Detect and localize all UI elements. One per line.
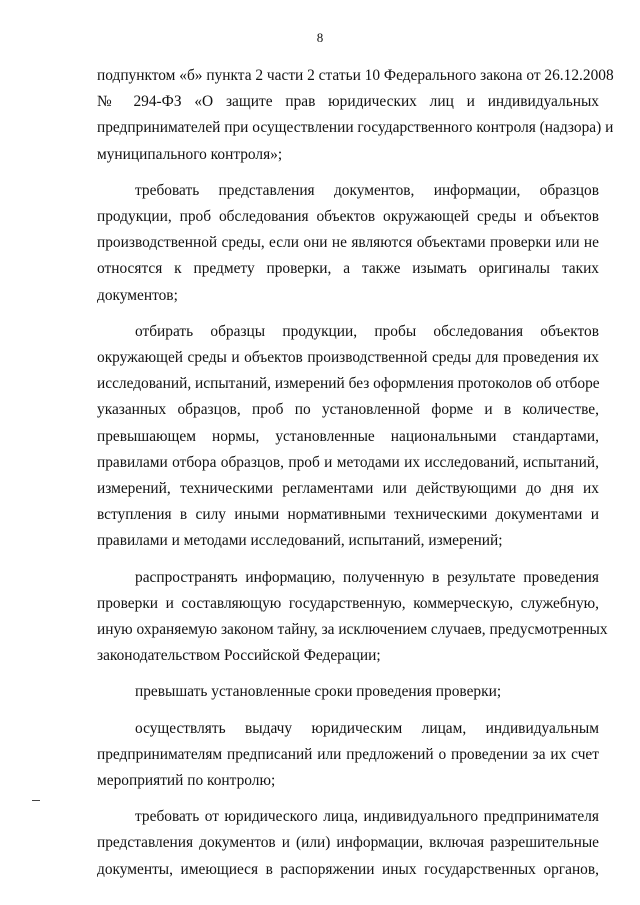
text-line: превышающем нормы, установленные национальными стандартами,: [97, 427, 599, 445]
margin-mark: [32, 800, 40, 801]
text-line: подпунктом «б» пункта 2 части 2 статьи 10 Федерального закона от 26.12.2008: [97, 67, 614, 84]
text-line: окружающей среды и объектов производственной среды для проведения их: [97, 349, 599, 367]
text-line: документов;: [97, 286, 178, 304]
text-line: осуществлять выдачу юридическим лицам, индивидуальным: [135, 719, 599, 737]
document-body: [97, 63, 614, 883]
text-line: правилами отбора образцов, проб и методами их исследований, испытаний,: [97, 453, 599, 471]
text-line: отбирать образцы продукции, пробы обследования объектов: [135, 322, 599, 340]
text-line: представления документов и (или) информации, включая разрешительные: [97, 834, 599, 852]
text-line: предпринимателей при осуществлении государственного контроля (надзора) и: [97, 119, 614, 137]
text-line: вступления в силу иными нормативными техническими документами и: [97, 506, 599, 524]
text-line: требовать от юридического лица, индивидуального предпринимателя: [135, 808, 599, 826]
text-line: предпринимателям предписаний или предложений о проведении за их счет: [97, 745, 599, 763]
text-line: проверки и составляющую государственную, коммерческую, служебную,: [97, 594, 599, 612]
text-line: требовать представления документов, информации, образцов: [135, 181, 599, 199]
text-line: мероприятий по контролю;: [97, 772, 276, 790]
text-line: указанных образцов, проб по установленной форме и в количестве,: [97, 401, 599, 419]
text-line: законодательством Российской Федерации;: [97, 647, 381, 665]
page-number: 8: [316, 30, 324, 45]
text-line: исследований, испытаний, измерений без оформления протоколов об отборе: [97, 375, 600, 393]
text-line: № 294-ФЗ «О защите прав юридических лиц и индивидуальных: [97, 93, 599, 111]
text-line: иную охраняемую законом тайну, за исключением случаев, предусмотренных: [97, 621, 608, 639]
paragraph-4: [97, 565, 608, 670]
paragraph-6: [97, 716, 599, 795]
text-line: муниципального контроля»;: [97, 145, 283, 163]
paragraph-2: [97, 178, 599, 309]
text-line: превышать установленные сроки проведения проверки;: [135, 683, 502, 701]
text-line: продукции, проб обследования объектов окружающей среды и объектов: [97, 208, 599, 226]
text-line: правилами и методами исследований, испытаний, измерений;: [97, 532, 503, 550]
text-line: измерений, техническими регламентами или действующими до дня их: [97, 480, 599, 498]
text-line: производственной среды, если они не являются объектами проверки или не: [97, 234, 599, 252]
paragraph-1: [97, 63, 614, 168]
text-line: относятся к предмету проверки, а также изымать оригиналы таких: [97, 260, 599, 278]
text-line: документы, имеющиеся в распоряжении иных государственных органов,: [97, 860, 599, 878]
paragraph-7: [97, 804, 599, 883]
paragraph-3: [97, 319, 599, 555]
text-line: распространять информацию, полученную в результате проведения: [135, 568, 599, 586]
paragraph-5: [97, 679, 599, 705]
